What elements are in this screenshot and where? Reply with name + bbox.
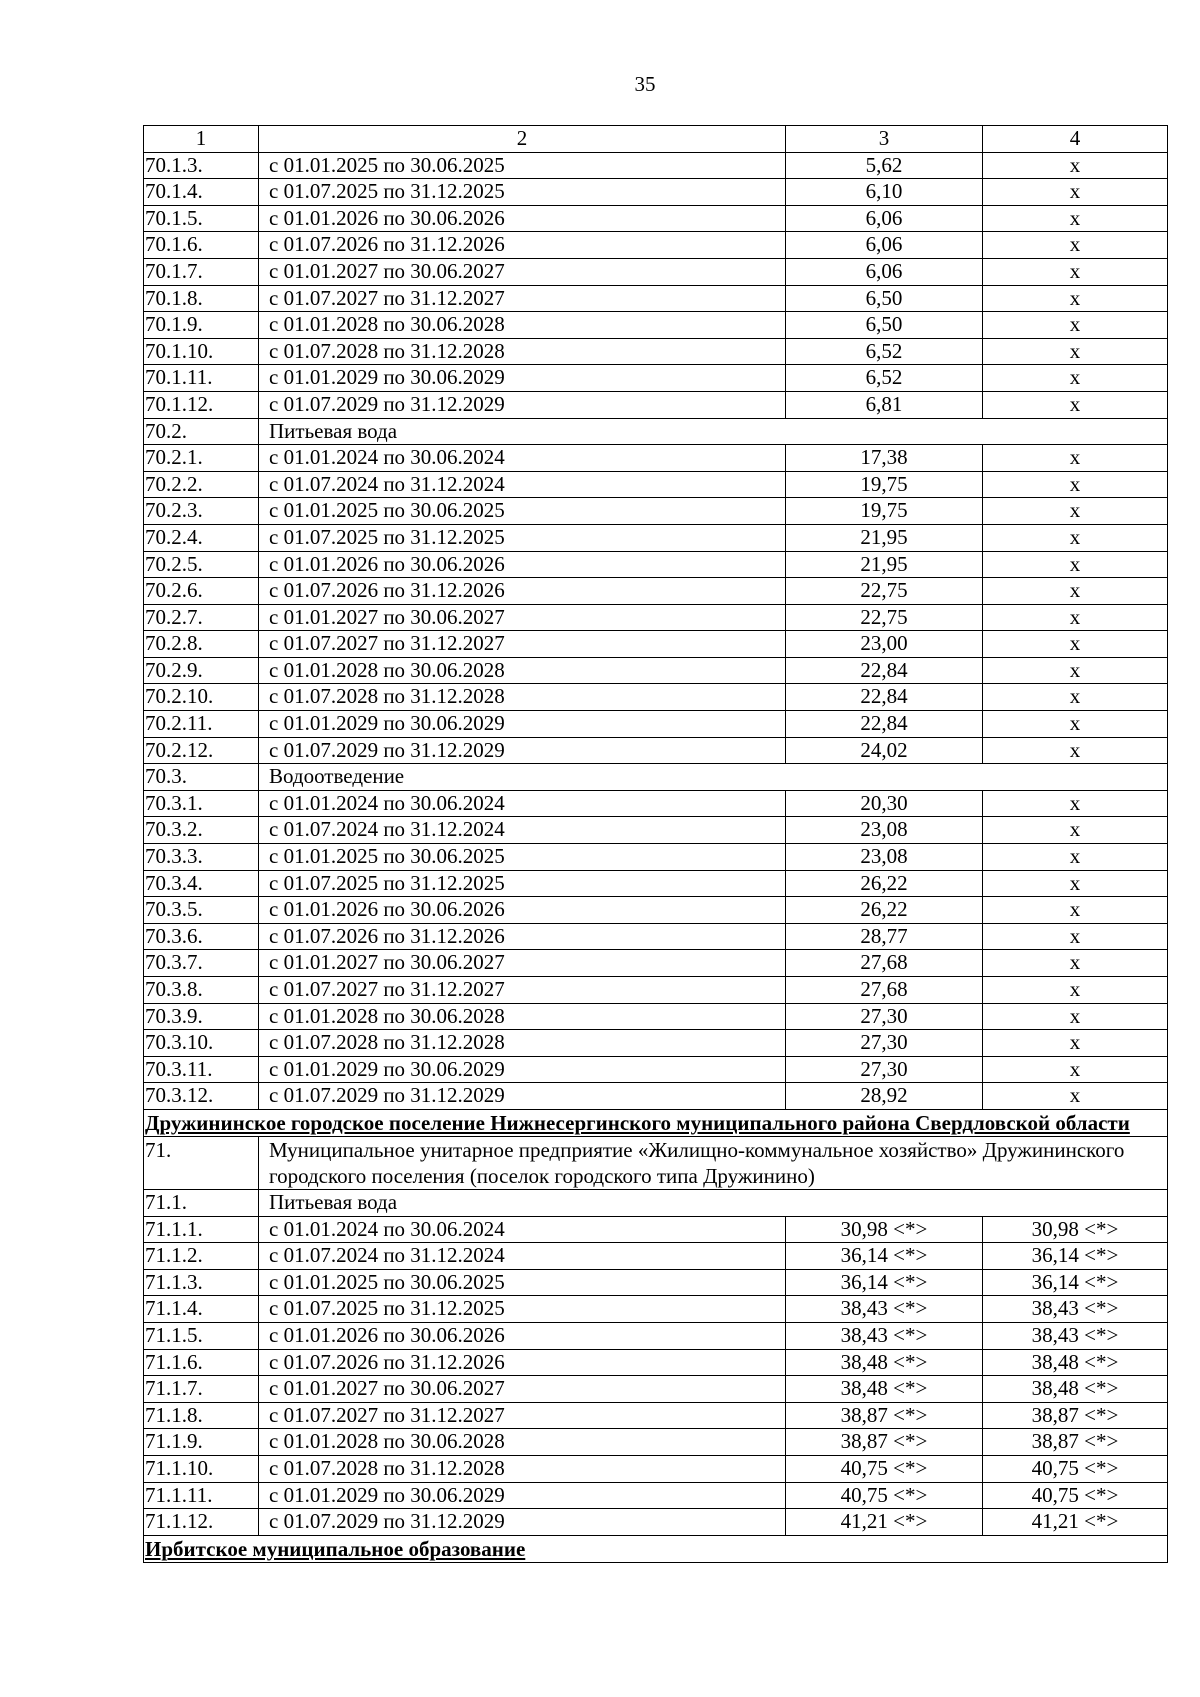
row-tariff-value-vat: x: [983, 844, 1168, 871]
row-tariff-value-vat: x: [983, 498, 1168, 525]
row-tariff-value-vat: 38,48 <*>: [983, 1376, 1168, 1403]
row-tariff-value-vat: 38,43 <*>: [983, 1322, 1168, 1349]
row-number: 70.3.6.: [144, 923, 259, 950]
row-tariff-value: 38,43 <*>: [786, 1322, 983, 1349]
row-tariff-value-vat: x: [983, 977, 1168, 1004]
row-number: 70.2.8.: [144, 631, 259, 658]
table-row: [144, 684, 1168, 711]
row-tariff-value-vat: x: [983, 790, 1168, 817]
row-period: с 01.01.2024 по 30.06.2024: [259, 445, 786, 472]
row-number: 70.2.7.: [144, 604, 259, 631]
row-number: 70.2.2.: [144, 471, 259, 498]
table-row: [144, 870, 1168, 897]
table-row: [144, 205, 1168, 232]
row-tariff-value: 23,08: [786, 844, 983, 871]
table-row: [144, 471, 1168, 498]
section-row: [144, 1189, 1168, 1216]
row-tariff-value-vat: 38,48 <*>: [983, 1349, 1168, 1376]
row-number: 70.2.12.: [144, 737, 259, 764]
row-tariff-value-vat: x: [983, 471, 1168, 498]
row-period: с 01.07.2028 по 31.12.2028: [259, 338, 786, 365]
table-row: [144, 977, 1168, 1004]
row-tariff-value-vat: 40,75 <*>: [983, 1455, 1168, 1482]
row-tariff-value-vat: x: [983, 338, 1168, 365]
row-tariff-value: 5,62: [786, 152, 983, 179]
region-heading-row: [144, 1535, 1168, 1562]
header-cell-3: 3: [786, 126, 983, 153]
row-number: 70.2.9.: [144, 657, 259, 684]
section-title: Питьевая вода: [259, 418, 1168, 445]
row-tariff-value-vat: x: [983, 711, 1168, 738]
row-tariff-value-vat: 36,14 <*>: [983, 1269, 1168, 1296]
section-number: 70.3.: [144, 764, 259, 791]
row-tariff-value-vat: x: [983, 365, 1168, 392]
row-tariff-value: 38,48 <*>: [786, 1349, 983, 1376]
row-tariff-value-vat: x: [983, 631, 1168, 658]
row-period: с 01.07.2028 по 31.12.2028: [259, 1455, 786, 1482]
row-number: 70.3.11.: [144, 1056, 259, 1083]
row-tariff-value-vat: x: [983, 1003, 1168, 1030]
row-number: 70.1.8.: [144, 285, 259, 312]
row-period: с 01.01.2026 по 30.06.2026: [259, 897, 786, 924]
row-tariff-value: 6,06: [786, 258, 983, 285]
row-tariff-value-vat: x: [983, 897, 1168, 924]
row-tariff-value: 38,87 <*>: [786, 1429, 983, 1456]
row-number: 71.1.7.: [144, 1376, 259, 1403]
row-period: с 01.01.2025 по 30.06.2025: [259, 498, 786, 525]
row-tariff-value: 38,43 <*>: [786, 1296, 983, 1323]
row-period: с 01.07.2026 по 31.12.2026: [259, 578, 786, 605]
row-number: 70.2.4.: [144, 524, 259, 551]
table-row: [144, 445, 1168, 472]
row-tariff-value: 21,95: [786, 524, 983, 551]
row-number: 70.1.3.: [144, 152, 259, 179]
row-number: 70.3.8.: [144, 977, 259, 1004]
row-tariff-value-vat: x: [983, 737, 1168, 764]
row-period: с 01.01.2029 по 30.06.2029: [259, 1056, 786, 1083]
row-tariff-value: 41,21 <*>: [786, 1509, 983, 1536]
table-row: [144, 365, 1168, 392]
header-cell-1: 1: [144, 126, 259, 153]
row-number: 71.1.12.: [144, 1509, 259, 1536]
row-tariff-value: 19,75: [786, 471, 983, 498]
row-number: 70.1.10.: [144, 338, 259, 365]
row-tariff-value: 27,30: [786, 1056, 983, 1083]
row-number: 70.2.5.: [144, 551, 259, 578]
table-row: [144, 737, 1168, 764]
row-tariff-value: 30,98 <*>: [786, 1216, 983, 1243]
row-tariff-value-vat: x: [983, 524, 1168, 551]
table-row: [144, 1349, 1168, 1376]
row-period: с 01.01.2027 по 30.06.2027: [259, 950, 786, 977]
row-number: 71.1.6.: [144, 1349, 259, 1376]
table-row: [144, 1455, 1168, 1482]
row-tariff-value: 40,75 <*>: [786, 1482, 983, 1509]
row-period: с 01.01.2026 по 30.06.2026: [259, 1322, 786, 1349]
row-tariff-value-vat: x: [983, 604, 1168, 631]
row-tariff-value: 38,87 <*>: [786, 1402, 983, 1429]
row-tariff-value-vat: x: [983, 870, 1168, 897]
row-tariff-value-vat: x: [983, 578, 1168, 605]
row-period: с 01.07.2024 по 31.12.2024: [259, 471, 786, 498]
row-number: 70.2.11.: [144, 711, 259, 738]
tariff-table: [143, 125, 1168, 1563]
row-period: с 01.07.2025 по 31.12.2025: [259, 870, 786, 897]
row-number: 70.3.4.: [144, 870, 259, 897]
row-tariff-value-vat: 38,87 <*>: [983, 1429, 1168, 1456]
row-period: с 01.07.2028 по 31.12.2028: [259, 1030, 786, 1057]
row-tariff-value-vat: x: [983, 285, 1168, 312]
row-period: с 01.01.2027 по 30.06.2027: [259, 258, 786, 285]
row-number: 70.3.3.: [144, 844, 259, 871]
table-row: [144, 711, 1168, 738]
row-tariff-value-vat: 41,21 <*>: [983, 1509, 1168, 1536]
row-tariff-value: 6,52: [786, 365, 983, 392]
section-row: [144, 764, 1168, 791]
row-number: 71.1.9.: [144, 1429, 259, 1456]
row-period: с 01.07.2026 по 31.12.2026: [259, 232, 786, 259]
row-number: 70.3.2.: [144, 817, 259, 844]
row-period: с 01.01.2026 по 30.06.2026: [259, 205, 786, 232]
row-number: 71.1.4.: [144, 1296, 259, 1323]
row-tariff-value: 23,00: [786, 631, 983, 658]
row-tariff-value-vat: 40,75 <*>: [983, 1482, 1168, 1509]
table-row: [144, 1376, 1168, 1403]
row-tariff-value: 22,75: [786, 578, 983, 605]
row-period: с 01.01.2028 по 30.06.2028: [259, 657, 786, 684]
row-period: с 01.07.2027 по 31.12.2027: [259, 631, 786, 658]
region-heading: Дружининское городское поселение Нижнесергинского муниципального района Свердловской области: [144, 1109, 1168, 1136]
table-row: [144, 1083, 1168, 1110]
region-heading-row: [144, 1109, 1168, 1136]
row-period: с 01.07.2028 по 31.12.2028: [259, 684, 786, 711]
row-tariff-value-vat: x: [983, 152, 1168, 179]
row-number: 70.1.9.: [144, 312, 259, 339]
row-tariff-value-vat: 38,43 <*>: [983, 1296, 1168, 1323]
row-tariff-value-vat: x: [983, 205, 1168, 232]
table-row: [144, 258, 1168, 285]
row-number: 70.1.7.: [144, 258, 259, 285]
table-row: [144, 498, 1168, 525]
row-number: 71.1.8.: [144, 1402, 259, 1429]
header-cell-4: 4: [983, 126, 1168, 153]
table-row: [144, 551, 1168, 578]
row-tariff-value-vat: x: [983, 312, 1168, 339]
row-period: с 01.07.2024 по 31.12.2024: [259, 817, 786, 844]
table-row: [144, 604, 1168, 631]
row-tariff-value: 20,30: [786, 790, 983, 817]
row-period: с 01.01.2026 по 30.06.2026: [259, 551, 786, 578]
row-period: с 01.07.2027 по 31.12.2027: [259, 977, 786, 1004]
row-tariff-value: 17,38: [786, 445, 983, 472]
table-row: [144, 578, 1168, 605]
row-tariff-value: 38,48 <*>: [786, 1376, 983, 1403]
row-tariff-value-vat: 36,14 <*>: [983, 1243, 1168, 1270]
organization-name: Муниципальное унитарное предприятие «Жилищно-коммунальное хозяйство» Дружининского городского поселения (поселок городского типа Дружинино): [259, 1136, 1168, 1189]
row-tariff-value: 22,84: [786, 657, 983, 684]
row-tariff-value: 6,10: [786, 179, 983, 206]
table-row: [144, 844, 1168, 871]
row-period: с 01.07.2029 по 31.12.2029: [259, 391, 786, 418]
row-tariff-value-vat: 30,98 <*>: [983, 1216, 1168, 1243]
organization-number: 71.: [144, 1136, 259, 1189]
row-tariff-value-vat: x: [983, 391, 1168, 418]
table-row: [144, 1030, 1168, 1057]
row-period: с 01.01.2025 по 30.06.2025: [259, 844, 786, 871]
table-row: [144, 312, 1168, 339]
section-title: Питьевая вода: [259, 1189, 1168, 1216]
table-row: [144, 391, 1168, 418]
row-number: 70.3.10.: [144, 1030, 259, 1057]
row-period: с 01.01.2028 по 30.06.2028: [259, 312, 786, 339]
row-period: с 01.01.2029 по 30.06.2029: [259, 365, 786, 392]
row-number: 71.1.2.: [144, 1243, 259, 1270]
row-period: с 01.01.2027 по 30.06.2027: [259, 604, 786, 631]
row-number: 70.3.7.: [144, 950, 259, 977]
row-period: с 01.07.2027 по 31.12.2027: [259, 1402, 786, 1429]
row-period: с 01.01.2029 по 30.06.2029: [259, 1482, 786, 1509]
row-tariff-value: 27,30: [786, 1030, 983, 1057]
row-tariff-value: 6,81: [786, 391, 983, 418]
row-number: 70.3.5.: [144, 897, 259, 924]
row-tariff-value: 6,50: [786, 285, 983, 312]
row-tariff-value: 21,95: [786, 551, 983, 578]
table-row: [144, 817, 1168, 844]
row-period: с 01.07.2026 по 31.12.2026: [259, 1349, 786, 1376]
row-number: 70.2.10.: [144, 684, 259, 711]
row-tariff-value: 19,75: [786, 498, 983, 525]
table-row: [144, 1322, 1168, 1349]
row-tariff-value-vat: x: [983, 551, 1168, 578]
row-number: 70.1.4.: [144, 179, 259, 206]
row-period: с 01.01.2028 по 30.06.2028: [259, 1003, 786, 1030]
row-period: с 01.07.2026 по 31.12.2026: [259, 923, 786, 950]
table-row: [144, 1243, 1168, 1270]
row-tariff-value-vat: x: [983, 232, 1168, 259]
row-number: 70.2.1.: [144, 445, 259, 472]
table-row: [144, 923, 1168, 950]
row-number: 70.1.12.: [144, 391, 259, 418]
row-tariff-value-vat: x: [983, 1056, 1168, 1083]
row-period: с 01.07.2027 по 31.12.2027: [259, 285, 786, 312]
section-number: 71.1.: [144, 1189, 259, 1216]
table-row: [144, 1296, 1168, 1323]
table-row: [144, 790, 1168, 817]
row-tariff-value-vat: x: [983, 1083, 1168, 1110]
region-heading: Ирбитское муниципальное образование: [144, 1535, 1168, 1562]
section-number: 70.2.: [144, 418, 259, 445]
row-number: 71.1.11.: [144, 1482, 259, 1509]
row-number: 70.2.6.: [144, 578, 259, 605]
row-tariff-value-vat: x: [983, 817, 1168, 844]
row-period: с 01.01.2025 по 30.06.2025: [259, 152, 786, 179]
row-tariff-value: 6,50: [786, 312, 983, 339]
table-row: [144, 1402, 1168, 1429]
row-period: с 01.07.2029 по 31.12.2029: [259, 1083, 786, 1110]
row-period: с 01.01.2028 по 30.06.2028: [259, 1429, 786, 1456]
table-row: [144, 232, 1168, 259]
table-row: [144, 1509, 1168, 1536]
table-row: [144, 657, 1168, 684]
row-period: с 01.07.2029 по 31.12.2029: [259, 1509, 786, 1536]
row-tariff-value: 28,92: [786, 1083, 983, 1110]
row-period: с 01.01.2025 по 30.06.2025: [259, 1269, 786, 1296]
table-row: [144, 1482, 1168, 1509]
row-tariff-value: 28,77: [786, 923, 983, 950]
row-period: с 01.01.2024 по 30.06.2024: [259, 790, 786, 817]
table-row: [144, 1269, 1168, 1296]
row-tariff-value: 22,75: [786, 604, 983, 631]
row-period: с 01.01.2029 по 30.06.2029: [259, 711, 786, 738]
table-row: [144, 631, 1168, 658]
row-number: 70.1.6.: [144, 232, 259, 259]
row-tariff-value-vat: x: [983, 179, 1168, 206]
row-period: с 01.07.2025 по 31.12.2025: [259, 179, 786, 206]
table-row: [144, 338, 1168, 365]
row-number: 70.1.5.: [144, 205, 259, 232]
row-number: 71.1.1.: [144, 1216, 259, 1243]
row-number: 71.1.10.: [144, 1455, 259, 1482]
row-number: 70.1.11.: [144, 365, 259, 392]
table-header-row: [144, 126, 1168, 153]
row-tariff-value: 36,14 <*>: [786, 1269, 983, 1296]
row-tariff-value: 26,22: [786, 897, 983, 924]
row-period: с 01.07.2024 по 31.12.2024: [259, 1243, 786, 1270]
row-tariff-value: 6,06: [786, 205, 983, 232]
row-period: с 01.07.2025 по 31.12.2025: [259, 524, 786, 551]
row-number: 71.1.5.: [144, 1322, 259, 1349]
row-tariff-value-vat: x: [983, 950, 1168, 977]
row-tariff-value: 22,84: [786, 711, 983, 738]
section-row: [144, 418, 1168, 445]
row-number: 70.2.3.: [144, 498, 259, 525]
row-tariff-value-vat: 38,87 <*>: [983, 1402, 1168, 1429]
table-row: [144, 152, 1168, 179]
row-tariff-value: 26,22: [786, 870, 983, 897]
row-tariff-value: 24,02: [786, 737, 983, 764]
row-period: с 01.07.2029 по 31.12.2029: [259, 737, 786, 764]
row-number: 70.3.12.: [144, 1083, 259, 1110]
table-row: [144, 1216, 1168, 1243]
table-row: [144, 524, 1168, 551]
row-tariff-value-vat: x: [983, 684, 1168, 711]
row-tariff-value-vat: x: [983, 657, 1168, 684]
row-tariff-value: 27,68: [786, 950, 983, 977]
row-tariff-value: 36,14 <*>: [786, 1243, 983, 1270]
row-tariff-value: 6,06: [786, 232, 983, 259]
organization-row: [144, 1136, 1168, 1189]
table-row: [144, 950, 1168, 977]
header-cell-2: 2: [259, 126, 786, 153]
row-tariff-value: 40,75 <*>: [786, 1455, 983, 1482]
row-tariff-value: 22,84: [786, 684, 983, 711]
row-tariff-value-vat: x: [983, 258, 1168, 285]
table-row: [144, 1056, 1168, 1083]
table-row: [144, 179, 1168, 206]
page-number: 35: [634, 72, 656, 96]
row-tariff-value: 23,08: [786, 817, 983, 844]
row-tariff-value: 27,68: [786, 977, 983, 1004]
row-period: с 01.01.2024 по 30.06.2024: [259, 1216, 786, 1243]
table-row: [144, 285, 1168, 312]
row-tariff-value-vat: x: [983, 1030, 1168, 1057]
row-tariff-value-vat: x: [983, 923, 1168, 950]
section-title: Водоотведение: [259, 764, 1168, 791]
row-period: с 01.07.2025 по 31.12.2025: [259, 1296, 786, 1323]
table-row: [144, 1003, 1168, 1030]
row-number: 71.1.3.: [144, 1269, 259, 1296]
table-row: [144, 897, 1168, 924]
row-tariff-value-vat: x: [983, 445, 1168, 472]
table-row: [144, 1429, 1168, 1456]
row-period: с 01.01.2027 по 30.06.2027: [259, 1376, 786, 1403]
row-tariff-value: 6,52: [786, 338, 983, 365]
row-number: 70.3.9.: [144, 1003, 259, 1030]
row-number: 70.3.1.: [144, 790, 259, 817]
row-tariff-value: 27,30: [786, 1003, 983, 1030]
